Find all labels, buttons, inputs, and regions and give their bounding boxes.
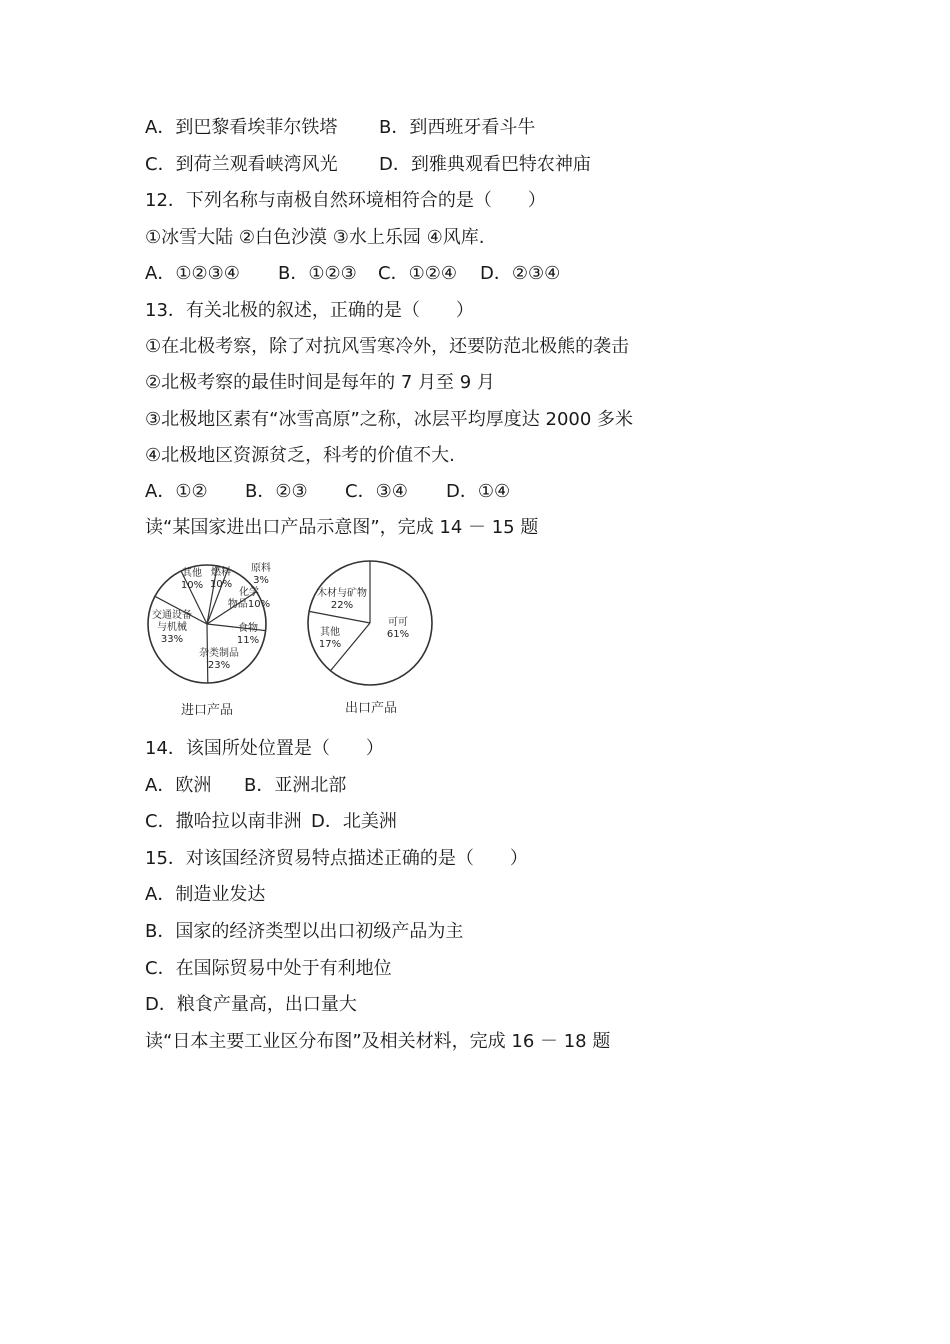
pie-slice-label-5: 交通设备与机械 33%: [152, 610, 192, 645]
q13-item-4: ④北极地区资源贫乏，科考的价值不大.: [145, 445, 455, 466]
q13-option-a: A．①②: [145, 481, 208, 502]
q11-option-b: B．到西班牙看斗牛: [379, 117, 536, 138]
q13-stem: 13．有关北极的叙述，正确的是（ ）: [145, 300, 474, 321]
q11-options-row2: [145, 153, 591, 177]
pie-charts-svg: [145, 553, 445, 721]
q14-option-c: C．撒哈拉以南非洲: [145, 811, 302, 832]
q13-item-1: ①在北极考察，除了对抗风雪寒冷外，还要防范北极熊的袭击: [145, 336, 630, 357]
q14-option-d: D．北美洲: [311, 811, 397, 832]
pie-slice-label-7: 燃料 10%: [209, 567, 233, 590]
pie-slice-label-3: 木材与矿物 22%: [317, 588, 367, 611]
pie-slice-label-1: 原料 3%: [251, 563, 271, 586]
q11-options-row1: [145, 116, 535, 140]
q12-stem: 12．下列名称与南极自然环境相符合的是（ ）: [145, 190, 546, 211]
export-pie-title: 出口产品: [344, 701, 398, 716]
q13-option-d: D．①④: [446, 481, 511, 502]
import-pie-title: 进口产品: [180, 703, 234, 718]
q11-option-a: A．到巴黎看埃菲尔铁塔: [145, 117, 338, 138]
q12-option-b: B．①②③: [278, 263, 357, 284]
pie-slice-label-1: 可可 61%: [386, 617, 410, 640]
q12-option-c: C．①②④: [378, 263, 457, 284]
q12-options: [145, 262, 560, 286]
q14-options-row1: [145, 774, 346, 798]
q15-option-d: D．粮食产量高，出口量大: [145, 994, 357, 1015]
q12-option-a: A．①②③④: [145, 263, 240, 284]
pie-slice-label-6: 其他 10%: [180, 568, 204, 591]
read-instruction-16-18: 读“日本主要工业区分布图”及相关材料，完成 16 － 18 题: [145, 1031, 611, 1052]
pie-slice-label-2: 其他 17%: [318, 627, 342, 650]
q14-option-a: A．欧洲: [145, 775, 212, 796]
q11-option-d: D．到雅典观看巴特农神庙: [379, 154, 591, 175]
q15-option-c: C．在国际贸易中处于有利地位: [145, 958, 392, 979]
trade-pie-charts: [145, 553, 445, 725]
pie-slice-label-4: 杂类制品 23%: [199, 648, 239, 671]
q14-option-b: B．亚洲北部: [244, 775, 347, 796]
q15-stem: 15．对该国经济贸易特点描述正确的是（ ）: [145, 848, 528, 869]
pie-slice-label-2: 化学物品10%: [227, 587, 271, 610]
q11-option-c: C．到荷兰观看峡湾风光: [145, 154, 338, 175]
import-pie: [148, 561, 271, 683]
q13-item-2: ②北极考察的最佳时间是每年的 7 月至 9 月: [145, 372, 495, 393]
pie-slice-label-3: 食物 11%: [236, 623, 260, 646]
export-pie: [308, 561, 432, 685]
q15-option-b: B．国家的经济类型以出口初级产品为主: [145, 921, 464, 942]
q12-items: ①冰雪大陆 ②白色沙漠 ③水上乐园 ④风库.: [145, 227, 485, 248]
read-instruction-14-15: 读“某国家进出口产品示意图”，完成 14 － 15 题: [145, 517, 539, 538]
q12-option-d: D．②③④: [480, 263, 561, 284]
q15-option-a: A．制造业发达: [145, 884, 266, 905]
q13-option-b: B．②③: [245, 481, 308, 502]
q14-options-row2: [145, 810, 397, 834]
q14-stem: 14．该国所处位置是（ ）: [145, 738, 384, 759]
q13-option-c: C．③④: [345, 481, 408, 502]
q13-item-3: ③北极地区素有“冰雪高原”之称，冰层平均厚度达 2000 多米: [145, 409, 634, 430]
q13-options: [145, 480, 510, 504]
